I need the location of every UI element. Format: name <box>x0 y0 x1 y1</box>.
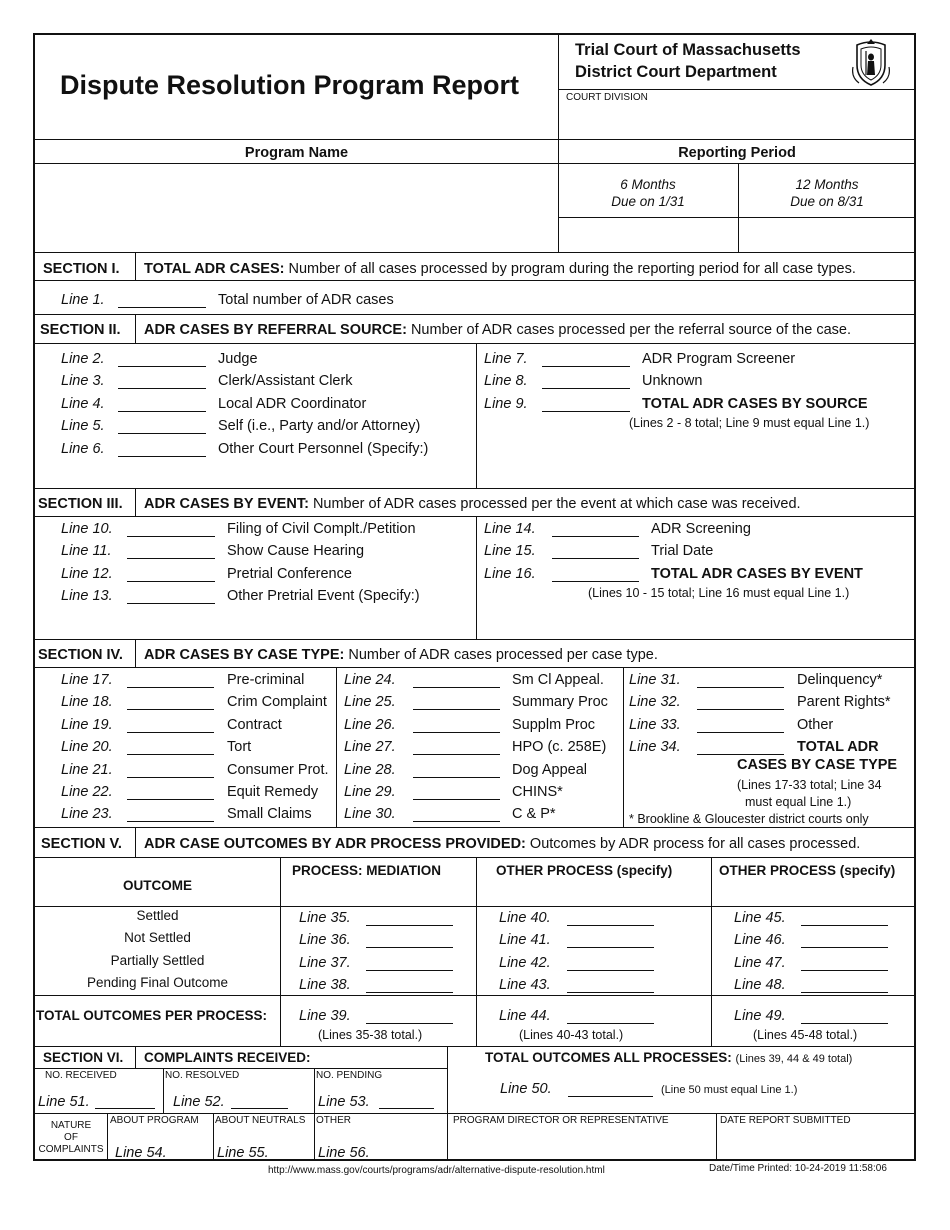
line-15-input[interactable] <box>552 558 639 559</box>
line-54-label: Line 54. <box>115 1145 167 1161</box>
line-19-text: Contract <box>227 716 282 733</box>
footer-printed: Date/Time Printed: 10-24-2019 11:58:06 <box>709 1163 887 1174</box>
page-title: Dispute Resolution Program Report <box>60 70 520 100</box>
section-1-label: SECTION I. <box>43 261 120 277</box>
outcome-row-label: Pending Final Outcome <box>86 974 229 990</box>
line-56-label: Line 56. <box>318 1145 370 1161</box>
line-40-input[interactable] <box>567 925 654 926</box>
period-12-months-due: Due on 8/31 <box>790 194 864 209</box>
line-32-input[interactable] <box>697 709 784 710</box>
line-26-text: Supplm Proc <box>512 716 596 733</box>
period-12-months: 12 Months <box>795 177 859 192</box>
line-18-input[interactable] <box>127 709 214 710</box>
court-division-field[interactable] <box>560 103 914 137</box>
line-15-label: Line 15. <box>484 543 536 560</box>
section-4-total-line2: CASES BY CASE TYPE <box>737 757 898 773</box>
line-36-label: Line 36. <box>299 932 351 949</box>
line-34-input[interactable] <box>697 754 784 755</box>
line-14-text: ADR Screening <box>651 521 751 537</box>
no-pending-label: NO. PENDING <box>316 1070 383 1081</box>
line-41-label: Line 41. <box>499 932 551 949</box>
line-16-label: Line 16. <box>484 565 536 582</box>
of-label: OF <box>64 1132 78 1143</box>
line-3-input[interactable] <box>118 388 206 389</box>
nature-label: NATURE <box>50 1120 92 1131</box>
massachusetts-seal-icon <box>849 37 893 89</box>
period-6-months-due: Due on 1/31 <box>611 194 685 209</box>
line-36-input[interactable] <box>366 947 453 948</box>
line-7-label: Line 7. <box>484 351 528 367</box>
line-25-input[interactable] <box>413 709 500 710</box>
section-2-label: SECTION II. <box>40 322 121 338</box>
line-43-label: Line 43. <box>499 976 551 993</box>
line-50-input[interactable] <box>568 1096 653 1097</box>
line-53-input[interactable] <box>379 1108 434 1109</box>
line-9-text: TOTAL ADR CASES BY SOURCE <box>642 395 868 412</box>
outcome-header: OUTCOME <box>123 878 192 893</box>
line-31-text: Delinquency* <box>797 672 883 688</box>
report-form <box>33 33 916 1161</box>
line-22-input[interactable] <box>127 799 214 800</box>
line-8-input[interactable] <box>542 388 630 389</box>
line-13-input[interactable] <box>127 603 215 604</box>
line-29-label: Line 29. <box>344 784 396 800</box>
no-received-label: NO. RECEIVED <box>45 1070 117 1081</box>
line-48-input[interactable] <box>801 992 888 993</box>
line-5-text: Self (i.e., Party and/or Attorney) <box>218 418 421 435</box>
line-19-label: Line 19. <box>61 716 113 733</box>
line-20-input[interactable] <box>127 754 214 755</box>
line-28-input[interactable] <box>413 777 500 778</box>
section-6-header: COMPLAINTS RECEIVED: <box>144 1050 311 1065</box>
line-30-input[interactable] <box>413 821 500 822</box>
line-30-label: Line 30. <box>344 806 396 823</box>
line-19-input[interactable] <box>127 732 214 733</box>
line-13-label: Line 13. <box>61 588 113 605</box>
line-34-label: Line 34. <box>629 739 681 756</box>
section-2-header: ADR CASES BY REFERRAL SOURCE: Number of ADR cases processed per the referral source of the case. <box>144 322 851 338</box>
outcome-row-label: Partially Settled <box>110 952 205 968</box>
line-2-text: Judge <box>218 351 258 367</box>
line-39-note: (Lines 35-38 total.) <box>318 1028 423 1042</box>
line-39-label: Line 39. <box>299 1008 351 1024</box>
program-name-field[interactable] <box>37 165 556 250</box>
line-29-input[interactable] <box>413 799 500 800</box>
line-27-input[interactable] <box>413 754 500 755</box>
line-34-text: TOTAL ADR <box>797 739 879 756</box>
line-23-text: Small Claims <box>227 806 312 823</box>
line-11-text: Show Cause Hearing <box>227 543 365 560</box>
section-5-label: SECTION V. <box>41 836 122 852</box>
line-8-label: Line 8. <box>484 373 528 390</box>
line-41-input[interactable] <box>567 947 654 948</box>
line-35-label: Line 35. <box>299 910 351 926</box>
line-9-label: Line 9. <box>484 395 528 412</box>
line-46-input[interactable] <box>801 947 888 948</box>
line-21-label: Line 21. <box>61 761 113 778</box>
section-2-note: (Lines 2 - 8 total; Line 9 must equal Line 1.) <box>629 416 870 430</box>
line-51-input[interactable] <box>95 1108 155 1109</box>
line-44-input[interactable] <box>567 1023 654 1024</box>
line-14-input[interactable] <box>552 536 639 537</box>
line-24-label: Line 24. <box>344 672 396 688</box>
line-51-label: Line 51. <box>38 1094 90 1110</box>
complaints-label: COMPLAINTS <box>38 1144 104 1155</box>
date-submitted-field[interactable] <box>718 1129 914 1159</box>
line-52-label: Line 52. <box>173 1094 225 1110</box>
line-52-input[interactable] <box>231 1108 288 1109</box>
line-27-label: Line 27. <box>344 739 396 756</box>
line-21-input[interactable] <box>127 777 214 778</box>
line-29-text: CHINS* <box>512 784 563 800</box>
line-28-text: Dog Appeal <box>512 761 587 778</box>
line-38-input[interactable] <box>366 992 453 993</box>
date-submitted-label: DATE REPORT SUBMITTED <box>720 1115 851 1126</box>
line-49-input[interactable] <box>801 1023 888 1024</box>
line-48-label: Line 48. <box>734 976 786 993</box>
line-1-input[interactable] <box>118 307 206 308</box>
line-11-input[interactable] <box>127 558 215 559</box>
line-9-input[interactable] <box>542 411 630 412</box>
line-42-input[interactable] <box>567 970 654 971</box>
line-20-label: Line 20. <box>61 739 113 756</box>
line-6-input[interactable] <box>118 456 206 457</box>
line-26-input[interactable] <box>413 732 500 733</box>
court-name: Trial Court of Massachusetts <box>575 41 801 59</box>
line-25-text: Summary Proc <box>512 694 608 711</box>
section-6-label: SECTION VI. <box>43 1050 124 1065</box>
line-55-input[interactable] <box>277 1159 311 1160</box>
line-6-label: Line 6. <box>61 440 105 457</box>
line-47-input[interactable] <box>801 970 888 971</box>
line-30-text: C & P* <box>512 806 556 823</box>
line-54-input[interactable] <box>175 1159 211 1160</box>
period-6-months: 6 Months <box>620 177 676 192</box>
other-process-2-header: OTHER PROCESS (specify) <box>719 863 896 878</box>
section-1-header: TOTAL ADR CASES: Number of all cases processed by program during the reporting period for all case types. <box>144 261 856 277</box>
period-6-months-checkbox[interactable] <box>560 219 736 251</box>
line-32-label: Line 32. <box>629 694 681 711</box>
line-10-input[interactable] <box>127 536 215 537</box>
line-2-label: Line 2. <box>61 351 105 367</box>
section-5-header: ADR CASE OUTCOMES BY ADR PROCESS PROVIDED: Outcomes by ADR process for all cases processed. <box>144 836 861 852</box>
line-18-text: Crim Complaint <box>227 694 327 711</box>
section-3-label: SECTION III. <box>38 496 123 512</box>
line-45-input[interactable] <box>801 925 888 926</box>
line-16-input[interactable] <box>552 581 639 582</box>
line-17-text: Pre-criminal <box>227 672 305 688</box>
line-12-text: Pretrial Conference <box>227 565 352 582</box>
line-14-label: Line 14. <box>484 521 536 537</box>
line-53-label: Line 53. <box>318 1094 370 1110</box>
line-39-input[interactable] <box>366 1023 453 1024</box>
line-31-label: Line 31. <box>629 672 681 688</box>
line-55-label: Line 55. <box>217 1145 269 1161</box>
court-department: District Court Department <box>575 63 777 81</box>
other-label: OTHER <box>316 1115 351 1126</box>
line-7-input[interactable] <box>542 366 630 367</box>
line-26-label: Line 26. <box>344 716 396 733</box>
line-4-input[interactable] <box>118 411 206 412</box>
line-2-input[interactable] <box>118 366 206 367</box>
line-7-text: ADR Program Screener <box>642 351 796 367</box>
total-outcomes-label: TOTAL OUTCOMES PER PROCESS: <box>36 1008 268 1023</box>
line-3-label: Line 3. <box>61 373 105 390</box>
line-1-text: Total number of ADR cases <box>218 292 394 308</box>
line-6-text: Other Court Personnel (Specify:) <box>218 440 429 457</box>
section-4-footnote: * Brookline & Gloucester district courts only <box>629 812 869 826</box>
line-20-text: Tort <box>227 739 252 756</box>
line-49-label: Line 49. <box>734 1008 786 1024</box>
line-56-input[interactable] <box>379 1159 439 1160</box>
line-37-input[interactable] <box>366 970 453 971</box>
line-33-input[interactable] <box>697 732 784 733</box>
line-25-label: Line 25. <box>344 694 396 711</box>
line-44-label: Line 44. <box>499 1008 551 1024</box>
line-50-note: (Line 50 must equal Line 1.) <box>661 1084 798 1096</box>
about-program-label: ABOUT PROGRAM <box>110 1115 199 1126</box>
line-37-label: Line 37. <box>299 954 351 971</box>
line-16-text: TOTAL ADR CASES BY EVENT <box>651 565 863 582</box>
program-name-label: Program Name <box>244 145 349 161</box>
period-12-months-checkbox[interactable] <box>740 219 914 251</box>
line-11-label: Line 11. <box>61 543 112 560</box>
line-1-label: Line 1. <box>61 292 105 308</box>
director-field[interactable] <box>449 1129 714 1159</box>
line-4-label: Line 4. <box>61 395 105 412</box>
section-3-note: (Lines 10 - 15 total; Line 16 must equal Line 1.) <box>588 586 850 600</box>
line-12-input[interactable] <box>127 581 215 582</box>
line-42-label: Line 42. <box>499 954 551 971</box>
other-process-1-header: OTHER PROCESS (specify) <box>496 863 673 878</box>
line-4-text: Local ADR Coordinator <box>218 395 367 412</box>
line-33-label: Line 33. <box>629 716 681 733</box>
outcome-row-label: Settled <box>136 908 179 923</box>
line-44-note: (Lines 40-43 total.) <box>519 1028 624 1042</box>
line-15-text: Trial Date <box>651 543 714 560</box>
line-18-label: Line 18. <box>61 694 113 711</box>
line-3-text: Clerk/Assistant Clerk <box>218 373 353 390</box>
director-label: PROGRAM DIRECTOR OR REPRESENTATIVE <box>453 1115 669 1126</box>
line-5-label: Line 5. <box>61 418 105 435</box>
reporting-period-label: Reporting Period <box>678 145 796 161</box>
line-50-label: Line 50. <box>500 1081 552 1097</box>
line-32-text: Parent Rights* <box>797 694 891 711</box>
about-neutrals-label: ABOUT NEUTRALS <box>215 1115 306 1126</box>
total-outcomes-all-header: TOTAL OUTCOMES ALL PROCESSES: (Lines 39, 44 & 49 total) <box>485 1050 853 1065</box>
line-43-input[interactable] <box>567 992 654 993</box>
line-47-label: Line 47. <box>734 954 786 971</box>
line-21-text: Consumer Prot. <box>227 761 329 778</box>
section-4-note-2: must equal Line 1.) <box>745 795 852 809</box>
line-22-text: Equit Remedy <box>227 784 319 800</box>
line-33-text: Other <box>797 716 834 733</box>
line-38-label: Line 38. <box>299 976 351 993</box>
section-4-label: SECTION IV. <box>38 647 123 663</box>
line-8-text: Unknown <box>642 373 703 390</box>
line-22-label: Line 22. <box>61 784 113 800</box>
line-12-label: Line 12. <box>61 565 113 582</box>
line-23-label: Line 23. <box>61 806 113 823</box>
no-resolved-label: NO. RESOLVED <box>165 1070 240 1081</box>
line-23-input[interactable] <box>127 821 214 822</box>
section-4-note-1: (Lines 17-33 total; Line 34 <box>737 778 882 792</box>
line-17-input[interactable] <box>127 687 214 688</box>
outcome-row-label: Not Settled <box>124 930 191 946</box>
line-46-label: Line 46. <box>734 932 786 949</box>
line-31-input[interactable] <box>697 687 784 688</box>
line-10-text: Filing of Civil Complt./Petition <box>227 521 416 537</box>
process-mediation-header: PROCESS: MEDIATION <box>292 863 442 878</box>
line-27-text: HPO (c. 258E) <box>512 739 607 756</box>
line-13-text: Other Pretrial Event (Specify:) <box>227 588 420 605</box>
line-10-label: Line 10. <box>61 521 113 537</box>
section-3-header: ADR CASES BY EVENT: Number of ADR cases processed per the event at which case was received. <box>144 496 801 512</box>
line-40-label: Line 40. <box>499 910 551 926</box>
line-5-input[interactable] <box>118 433 206 434</box>
section-4-header: ADR CASES BY CASE TYPE: Number of ADR cases processed per case type. <box>144 647 658 663</box>
line-24-input[interactable] <box>413 687 500 688</box>
line-24-text: Sm Cl Appeal. <box>512 672 604 688</box>
line-28-label: Line 28. <box>344 761 396 778</box>
line-17-label: Line 17. <box>61 672 113 688</box>
footer-url[interactable]: http://www.mass.gov/courts/programs/adr/alternative-dispute-resolution.html <box>268 1165 605 1176</box>
court-division-label: COURT DIVISION <box>566 92 648 103</box>
line-49-note: (Lines 45-48 total.) <box>753 1028 858 1042</box>
line-35-input[interactable] <box>366 925 453 926</box>
line-45-label: Line 45. <box>734 910 786 926</box>
